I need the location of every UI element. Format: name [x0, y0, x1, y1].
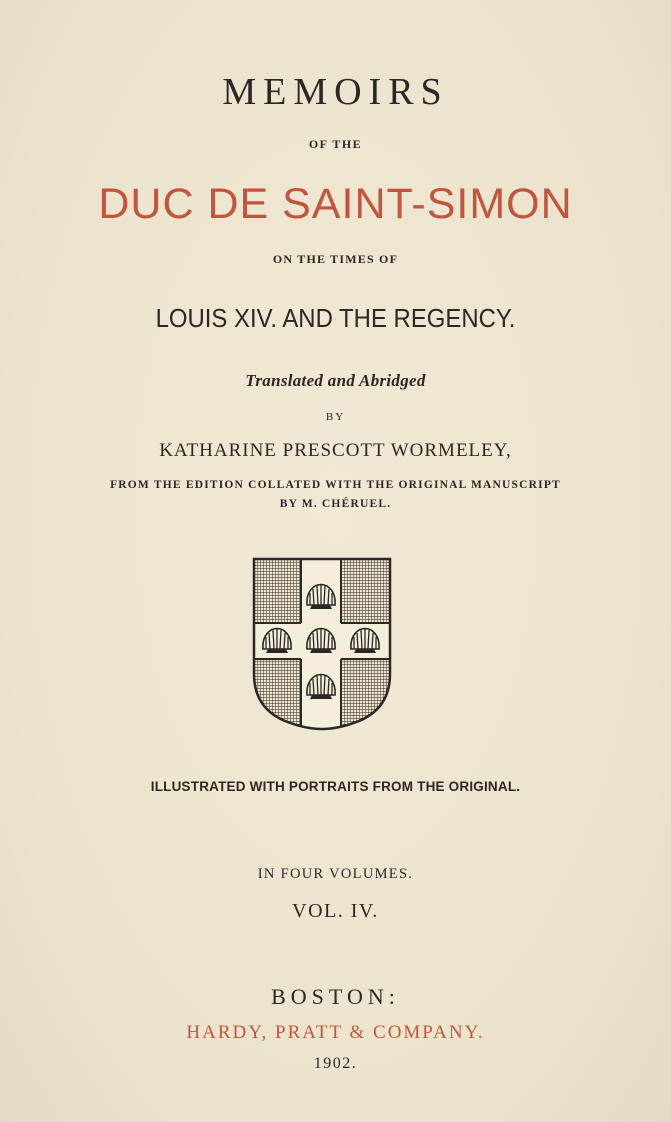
- translated-text: Translated and Abridged: [245, 371, 426, 390]
- publisher-name: HARDY, PRATT & COMPANY.: [186, 1022, 485, 1043]
- of-the-text: OF THE: [308, 137, 363, 151]
- shield-with-cross-and-scallop-shells-icon: [251, 556, 393, 732]
- subject-name: DUC DE SAINT-SIMON: [98, 180, 573, 228]
- volume-number: VOL. IV.: [292, 900, 379, 922]
- book-title: MEMOIRS: [222, 71, 449, 113]
- publication-year: 1902.: [313, 1055, 358, 1072]
- translator-name: KATHARINE PRESCOTT WORMELEY,: [159, 440, 512, 461]
- edition-line-1: FROM THE EDITION COLLATED WITH THE ORIGINAL MANUSCRIPT: [110, 479, 561, 491]
- illustrated-text: ILLUSTRATED WITH PORTRAITS FROM THE ORIGINAL.: [150, 779, 521, 794]
- by-text: BY: [325, 411, 346, 423]
- volumes-text: IN FOUR VOLUMES.: [257, 866, 414, 882]
- period-text: LOUIS XIV. AND THE REGENCY.: [155, 303, 516, 333]
- edition-line-2: BY M. CHÉRUEL.: [279, 498, 392, 510]
- publication-city: BOSTON:: [271, 984, 400, 1009]
- on-the-times-of-text: ON THE TIMES OF: [272, 252, 399, 266]
